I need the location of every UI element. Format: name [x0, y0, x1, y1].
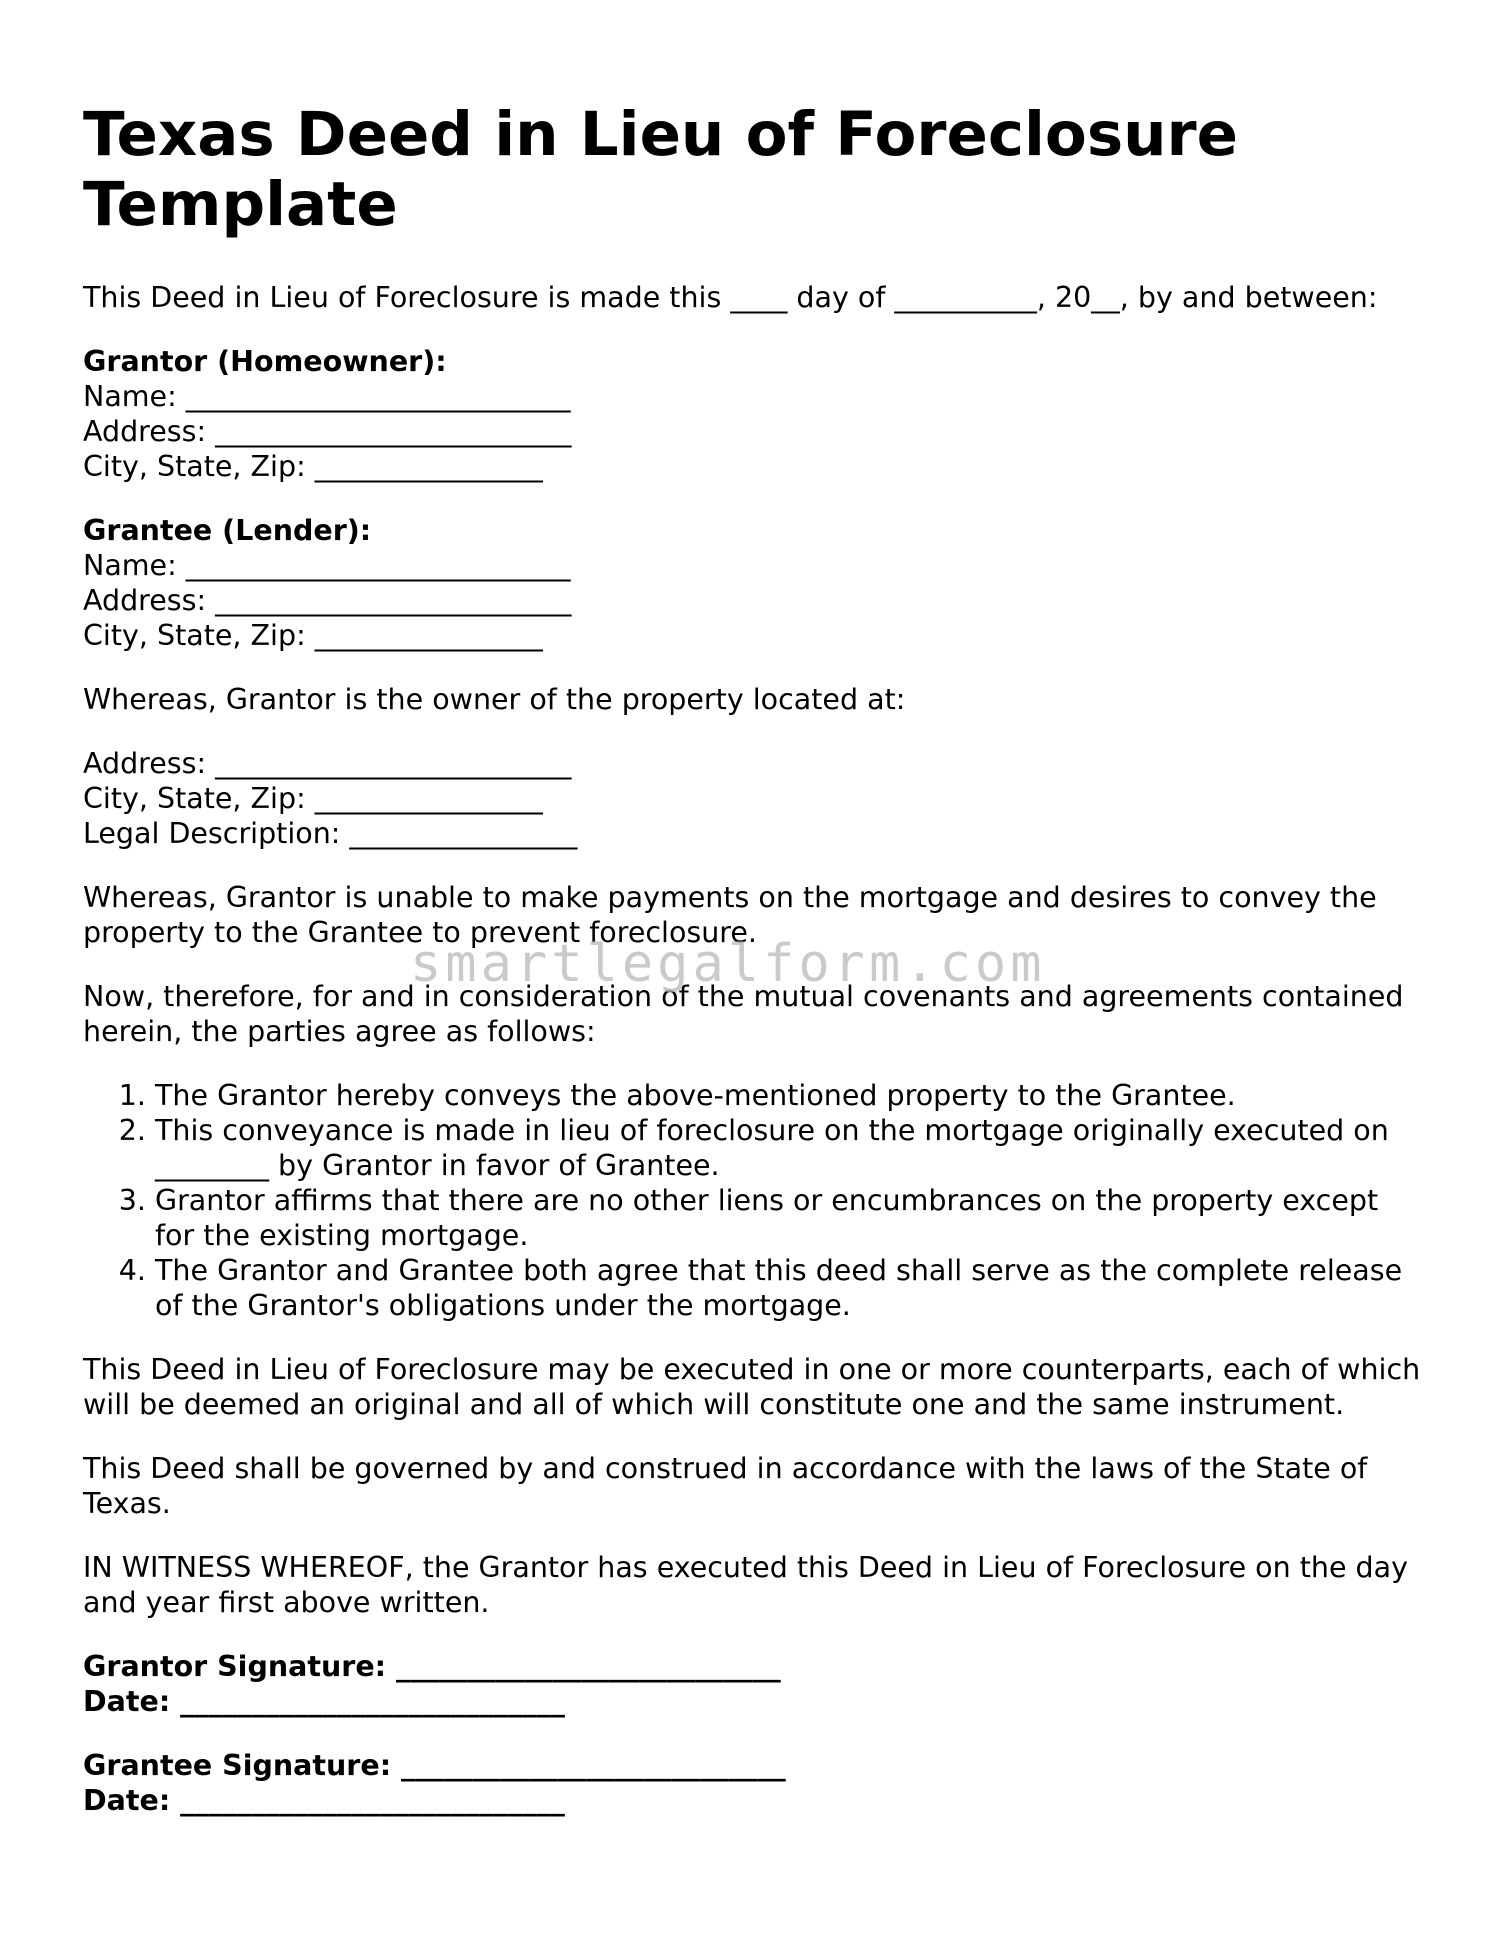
grantee-date-line: Date: ___________________________ [83, 1784, 565, 1817]
terms-list [83, 1078, 1423, 1323]
list-item: 1. The Grantor hereby conveys the above-mentioned property to the Grantee. [155, 1078, 1423, 1113]
now-therefore-paragraph: Now, therefore, for and in consideration of the mutual covenants and agreements contained herein, the parties agree as follows: [83, 980, 1404, 1048]
counterparts-paragraph: This Deed in Lieu of Foreclosure may be executed in one or more counterparts, each of which will be deemed an original and all of which will constitute one and the same instrument. [83, 1353, 1421, 1421]
whereas-owner-paragraph: Whereas, Grantor is the owner of the property located at: [83, 683, 906, 716]
intro-paragraph: This Deed in Lieu of Foreclosure is made this ____ day of __________, 20__, by and between: [83, 281, 1378, 314]
grantor-address-line: Address: _________________________ [83, 415, 572, 448]
list-item: 2. This conveyance is made in lieu of foreclosure on the mortgage originally executed on ________ by Grantor in favor of Grantee. [155, 1113, 1423, 1183]
witness-paragraph: IN WITNESS WHEREOF, the Grantor has executed this Deed in Lieu of Foreclosure on the day and year first above written. [83, 1551, 1408, 1619]
grantee-name-line: Name: ___________________________ [83, 549, 571, 582]
property-block [83, 746, 1423, 851]
property-address-line: Address: _________________________ [83, 747, 572, 780]
grantee-city-line: City, State, Zip: ________________ [83, 619, 543, 652]
governing-law-paragraph: This Deed shall be governed by and construed in accordance with the laws of the State of Texas. [83, 1452, 1368, 1520]
document-title: Texas Deed in Lieu of Foreclosure Template [83, 99, 1239, 240]
grantor-signature-block [83, 1649, 1423, 1719]
watermark: smartlegalform.com [410, 934, 1046, 994]
grantor-heading: Grantor (Homeowner): [83, 345, 447, 378]
grantor-signature-line: Grantor Signature: ___________________________ [83, 1650, 781, 1683]
property-city-line: City, State, Zip: ________________ [83, 782, 543, 815]
property-legal-line: Legal Description: ________________ [83, 817, 578, 850]
whereas-unable-paragraph: Whereas, Grantor is unable to make payments on the mortgage and desires to convey the property to the Grantee to prevent foreclosure. [83, 881, 1377, 949]
grantor-name-line: Name: ___________________________ [83, 380, 571, 413]
grantor-date-line: Date: ___________________________ [83, 1685, 565, 1718]
list-item: 4. The Grantor and Grantee both agree that this deed shall serve as the complete release of the Grantor's obligations under the mortgage. [155, 1253, 1423, 1323]
list-item: 3. Grantor affirms that there are no other liens or encumbrances on the property except for the existing mortgage. [155, 1183, 1423, 1253]
grantor-city-line: City, State, Zip: ________________ [83, 450, 543, 483]
grantee-signature-line: Grantee Signature: ___________________________ [83, 1749, 786, 1782]
grantee-signature-block [83, 1748, 1423, 1818]
grantee-heading: Grantee (Lender): [83, 514, 372, 547]
grantor-block [83, 344, 1423, 484]
grantee-address-line: Address: _________________________ [83, 584, 572, 617]
grantee-block [83, 513, 1423, 653]
